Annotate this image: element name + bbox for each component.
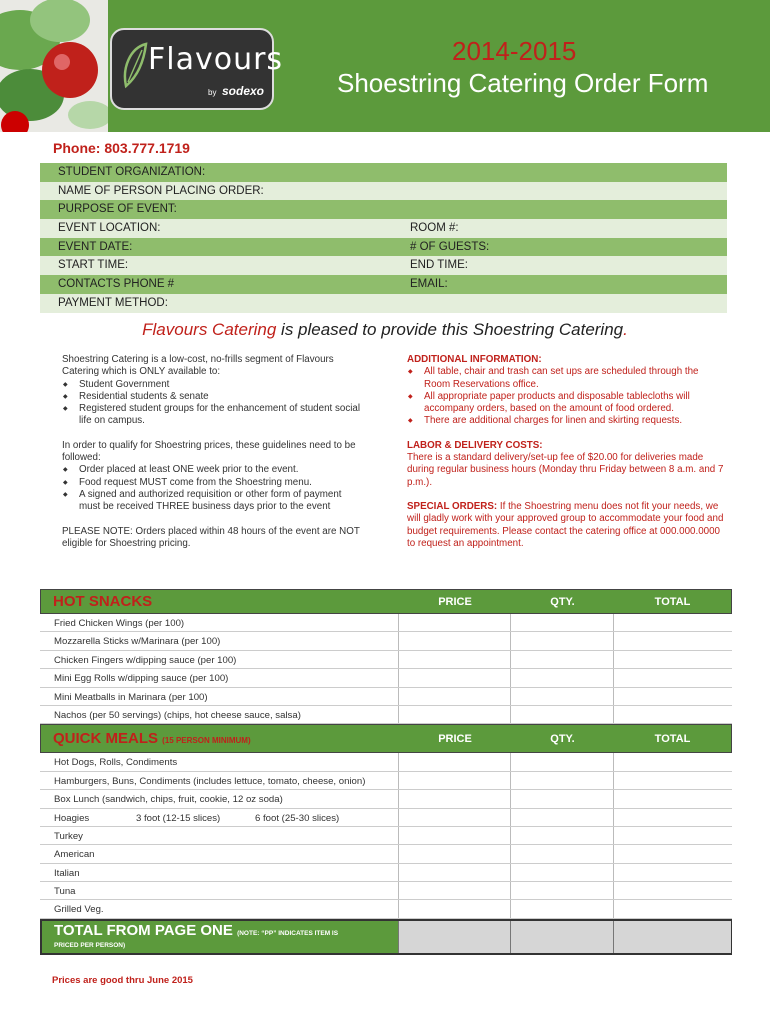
info-label: EVENT DATE:	[58, 240, 133, 253]
item-name: Grilled Veg.	[54, 904, 104, 916]
additional-info	[407, 354, 727, 550]
table-row[interactable]	[40, 614, 732, 632]
prices-note: Prices are good thru June 2015	[52, 975, 193, 986]
item-name: Box Lunch (sandwich, chips, fruit, cookie, 12 oz soda)	[54, 794, 283, 806]
qualify-text: In order to qualify for Shoestring prices, these guidelines need to be followed:	[62, 439, 356, 464]
section-title	[53, 730, 251, 747]
info-label: PAYMENT METHOD:	[58, 296, 168, 309]
phone-number: Phone: 803.777.1719	[53, 140, 190, 156]
eligibility-info	[62, 354, 362, 550]
list-item: ◆ There are additional charges for linen and skirting requests.	[407, 415, 727, 427]
info-label: # OF GUESTS:	[410, 240, 490, 253]
please-note: PLEASE NOTE: Orders placed within 48 hours of the event are NOT eligible for Shoestring pricing.	[62, 525, 360, 549]
item-name: Italian	[54, 867, 80, 879]
total-qty-cell[interactable]	[510, 921, 614, 953]
list-item: ◆ Order placed at least ONE week prior to the event.	[62, 464, 362, 476]
leaf-icon	[120, 40, 150, 90]
info-label: NAME OF PERSON PLACING ORDER:	[58, 184, 264, 197]
item-name: Hamburgers, Buns, Condiments (includes lettuce, tomato, cheese, onion)	[54, 775, 366, 787]
total-title	[54, 922, 338, 939]
item-name: Nachos (per 50 servings) (chips, hot cheese sauce, salsa)	[54, 709, 301, 721]
col-total: TOTAL	[654, 596, 691, 608]
table-row[interactable]	[40, 688, 732, 706]
info-label: PURPOSE OF EVENT:	[58, 203, 177, 216]
tagline-dot: .	[623, 320, 628, 339]
quick-meals-title: QUICK MEALS	[53, 730, 158, 748]
additional-heading: ADDITIONAL INFORMATION:	[407, 354, 542, 365]
total-total-cell[interactable]	[613, 921, 731, 953]
special-heading: SPECIAL ORDERS:	[407, 500, 498, 512]
labor-text: There is a standard delivery/set-up fee of $20.00 for deliveries made during regular business hours (Monday thru Friday between 8 a.m. and 7 p.m.).	[407, 452, 724, 488]
col-total: TOTAL	[654, 733, 691, 746]
info-row[interactable]	[40, 256, 727, 275]
item-name: Tuna	[54, 886, 76, 898]
event-info-form	[40, 163, 727, 313]
logo-by: by	[208, 88, 217, 97]
total-row	[40, 919, 732, 955]
list-item: ◆ All table, chair and trash can set ups are scheduled through the Room Reservations office.	[407, 366, 727, 391]
col-qty: QTY.	[550, 596, 575, 608]
info-row[interactable]	[40, 294, 727, 313]
item-name: Mini Meatballs in Marinara (per 100)	[54, 691, 208, 703]
info-row[interactable]	[40, 163, 727, 182]
table-row[interactable]	[40, 753, 732, 771]
total-note: (NOTE: “PP” INDICATES ITEM IS	[237, 929, 339, 937]
table-row[interactable]	[40, 827, 732, 845]
table-row[interactable]	[40, 900, 732, 918]
logo-wordmark: Flavours	[148, 42, 284, 77]
hoagie-option: 6 foot (25-30 slices)	[255, 812, 340, 824]
section-title: HOT SNACKS	[53, 593, 153, 610]
table-row[interactable]	[40, 772, 732, 790]
table-row[interactable]	[40, 790, 732, 808]
list-item: ◆ Food request MUST come from the Shoestring menu.	[62, 477, 362, 489]
list-item: ◆ Residential students & senate	[62, 391, 362, 403]
info-row[interactable]	[40, 200, 727, 219]
item-name: Mozzarella Sticks w/Marinara (per 100)	[54, 636, 221, 648]
info-label: STUDENT ORGANIZATION:	[58, 166, 206, 178]
header-banner	[0, 0, 770, 132]
table-row[interactable]	[40, 864, 732, 882]
intro-text: Shoestring Catering is a low-cost, no-frills segment of Flavours Catering which is ONLY available to:	[62, 354, 334, 378]
menu-table	[40, 589, 732, 955]
total-label: TOTAL FROM PAGE ONE	[54, 921, 233, 939]
info-label: ROOM #:	[410, 222, 459, 235]
table-row[interactable]	[40, 706, 732, 724]
table-row[interactable]	[40, 882, 732, 900]
tagline	[0, 320, 770, 340]
info-row[interactable]	[40, 275, 727, 294]
list-item: ◆ Student Government	[62, 379, 362, 391]
labor-heading: LABOR & DELIVERY COSTS:	[407, 439, 543, 451]
form-title: Shoestring Catering Order Form	[337, 68, 709, 98]
section-subtitle: (15 PERSON MINIMUM)	[162, 736, 251, 746]
list-item: ◆ A signed and authorized requisition or other form of payment must be received THREE business days prior to the event	[62, 489, 362, 514]
table-row[interactable]	[40, 669, 732, 687]
table-row[interactable]	[40, 809, 732, 827]
info-row[interactable]	[40, 219, 727, 238]
form-year: 2014-2015	[452, 36, 577, 66]
info-label: EMAIL:	[410, 278, 448, 291]
info-row[interactable]	[40, 238, 727, 257]
item-name: Mini Egg Rolls w/dipping sauce (per 100)	[54, 673, 229, 685]
item-name: Fried Chicken Wings (per 100)	[54, 618, 185, 629]
table-row[interactable]	[40, 845, 732, 863]
col-price: PRICE	[438, 733, 472, 746]
col-qty: QTY.	[550, 733, 575, 746]
list-item: ◆ Registered student groups for the enhancement of student social life on campus.	[62, 403, 362, 428]
tagline-brand: Flavours Catering	[142, 320, 277, 339]
item-name: Turkey	[54, 830, 83, 842]
total-price-cell[interactable]	[398, 921, 511, 953]
info-label: EVENT LOCATION:	[58, 222, 161, 235]
special-text: If the Shoestring menu does not fit your needs, we will gladly work with your approved group to accommodate your food and budget requirements. Please contact the catering office at 000.000.0000 to request an appointment.	[407, 500, 724, 549]
info-label: CONTACTS PHONE #	[58, 278, 175, 291]
table-row[interactable]	[40, 632, 732, 650]
tagline-text: is pleased to provide this Shoestring Catering	[276, 320, 624, 339]
col-price: PRICE	[438, 596, 472, 608]
item-name: Hot Dogs, Rolls, Condiments	[54, 757, 178, 769]
info-label: END TIME:	[410, 259, 468, 272]
item-name: Hoagies	[54, 812, 90, 824]
table-row[interactable]	[40, 651, 732, 669]
flavours-logo	[110, 28, 284, 110]
item-name: American	[54, 849, 95, 861]
item-name: Chicken Fingers w/dipping sauce (per 100)	[54, 654, 237, 666]
list-item: ◆ All appropriate paper products and disposable tablecloths will accompany orders, based on the amount of food ordered.	[407, 391, 727, 416]
logo-brand: sodexo	[222, 84, 265, 98]
hoagie-option: 3 foot (12-15 slices)	[136, 812, 221, 824]
info-row[interactable]	[40, 182, 727, 201]
salad-image	[0, 0, 108, 132]
info-label: START TIME:	[58, 259, 129, 272]
quick-meals-header	[40, 724, 732, 753]
hot-snacks-header	[40, 589, 732, 614]
total-note-2: PRICED PER PERSON)	[54, 941, 126, 949]
